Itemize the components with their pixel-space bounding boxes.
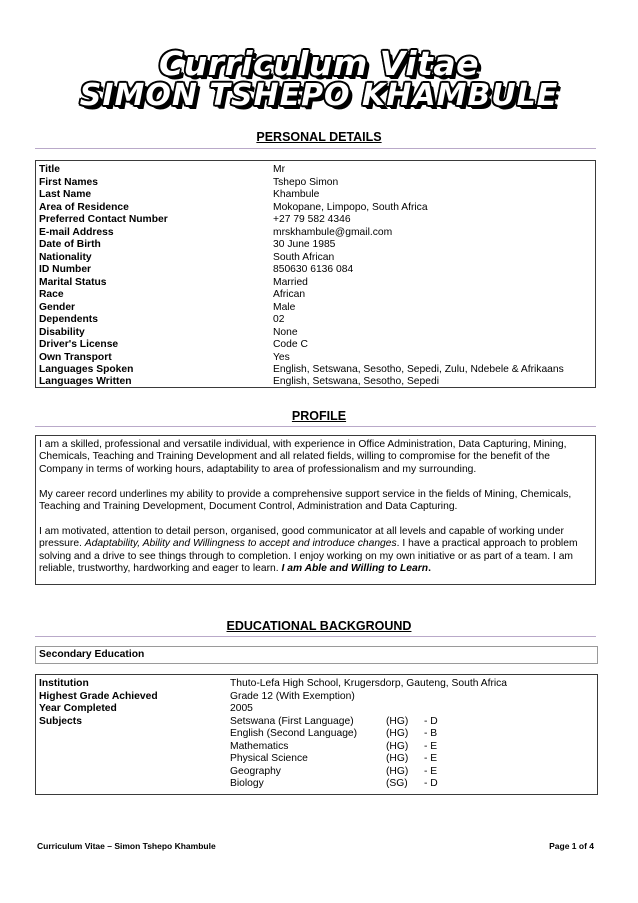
secondary-education-bar (35, 646, 598, 664)
subject-name: Biology (230, 778, 264, 789)
detail-value: Code C (273, 339, 308, 350)
subject-row (36, 728, 591, 740)
detail-label: ID Number (39, 264, 92, 275)
subject-grade: - D (424, 778, 438, 789)
profile-paragraph-1: I am a skilled, professional and versatile individual, with experience in Office Administration, Data Capturing, Mining, Chemicals, Teaching and Training Development and all related fields, willing to compromise for the benefit of the Company in terms of working hours, adaptability to area of professionalism and my surrounding. (39, 439, 567, 475)
subject-level: (HG) (386, 740, 409, 752)
detail-label: Nationality (39, 251, 92, 263)
subject-level: (HG) (386, 728, 409, 739)
subject-name: Setswana (First Language) (230, 715, 354, 727)
subject-grade: - B (424, 728, 438, 739)
subject-name: Mathematics (230, 740, 289, 752)
subject-name: English (Second Language) (230, 728, 358, 739)
cv-title: Curriculum Vitae (158, 44, 479, 83)
edu-value: Thuto-Lefa High School, Krugersdorp, Gauteng, South Africa (230, 678, 508, 689)
detail-value: +27 79 582 4346 (273, 214, 351, 225)
subject-row (36, 741, 591, 753)
detail-value: 02 (273, 314, 285, 325)
edu-row (36, 691, 591, 703)
subject-grade: - E (424, 740, 438, 752)
edu-row (36, 703, 591, 715)
detail-value: South African (273, 251, 335, 263)
subject-grade: - E (424, 765, 438, 777)
detail-label: Languages Written (39, 376, 132, 387)
personal-details-table (35, 160, 596, 388)
detail-value: Mr (273, 164, 286, 175)
edu-row (36, 678, 591, 690)
edu-value: 2005 (230, 703, 253, 714)
edu-row (36, 716, 591, 728)
footer-page-number: Page 1 of 4 (549, 841, 594, 851)
subject-row (36, 753, 591, 765)
detail-value: 30 June 1985 (273, 239, 336, 250)
profile-heading: PROFILE (291, 409, 347, 423)
edu-label: Highest Grade Achieved (39, 690, 158, 702)
subject-level: (HG) (386, 753, 409, 764)
secondary-education-label: Secondary Education (39, 649, 145, 660)
section-divider (35, 426, 596, 427)
subject-level: (HG) (386, 765, 409, 777)
detail-label: E-mail Address (39, 226, 114, 238)
profile-text: I am motivated, attention to detail person, organised, good communicator at all levels and capable of working under pressure. (39, 526, 564, 550)
detail-value: African (273, 289, 306, 300)
detail-value: English, Setswana, Sesotho, Sepedi, Zulu, Ndebele & Afrikaans (273, 364, 564, 375)
subject-grade: - E (424, 753, 438, 764)
education-table (35, 674, 598, 795)
detail-value: Tshepo Simon (273, 176, 339, 188)
subject-name: Physical Science (230, 753, 308, 764)
detail-label: Date of Birth (39, 239, 101, 250)
detail-label: Race (39, 289, 64, 300)
profile-emphasis: Adaptability, Ability and Willingness to accept and introduce changes (84, 538, 397, 550)
edu-label: Subjects (39, 715, 82, 727)
personal-details-heading: PERSONAL DETAILS (256, 130, 382, 144)
detail-label: Title (39, 164, 60, 175)
detail-label: Preferred Contact Number (39, 214, 168, 225)
detail-value: None (273, 326, 298, 338)
detail-value: Married (273, 276, 308, 288)
profile-paragraph-2: My career record underlines my ability to provide a comprehensive support service in the fields of Mining, Chemicals, Teaching and Training Development, Document Control, Administration and Data Capturing. (39, 489, 572, 513)
detail-label: Own Transport (39, 351, 112, 363)
subject-level: (SG) (386, 778, 408, 789)
subject-row (36, 778, 591, 790)
detail-value: Male (273, 301, 296, 313)
subject-grade: - D (424, 715, 438, 727)
detail-value: English, Setswana, Sesotho, Sepedi (273, 376, 440, 387)
detail-label: Area of Residence (39, 201, 129, 213)
subject-row (36, 766, 591, 778)
detail-label: Languages Spoken (39, 364, 134, 375)
detail-value: Yes (273, 351, 290, 363)
section-divider (35, 636, 596, 637)
profile-period: . (428, 563, 431, 575)
cv-name: SIMON TSHEPO KHAMBULE (79, 78, 559, 113)
subject-name: Geography (230, 765, 281, 777)
detail-label: First Names (39, 176, 98, 188)
profile-text: . I have a practical approach to problem solving and a drive to see things through to completion. I enjoy working on my own initiative or as part of a team. I am reliable, trustworthy, hardworking and eager to learn. (39, 538, 578, 575)
detail-value: Mokopane, Limpopo, South Africa (273, 201, 428, 213)
profile-box (35, 435, 596, 585)
profile-paragraph-3 (39, 526, 591, 576)
detail-label: Marital Status (39, 276, 107, 288)
profile-motto: I am Able and Willing to Learn (281, 563, 429, 575)
education-heading: EDUCATIONAL BACKGROUND (226, 619, 412, 633)
detail-label: Disability (39, 326, 85, 338)
section-divider (35, 148, 596, 149)
footer-document-title: Curriculum Vitae – Simon Tshepo Khambule (37, 841, 216, 851)
detail-value: 850630 6136 084 (273, 264, 354, 275)
detail-label: Gender (39, 301, 76, 313)
detail-label: Last Name (39, 189, 92, 200)
detail-label: Driver's License (39, 339, 119, 350)
edu-label: Year Completed (39, 703, 117, 714)
detail-label: Dependents (39, 314, 98, 325)
detail-value: mrskhambule@gmail.com (273, 226, 393, 238)
detail-value: Khambule (273, 189, 320, 200)
edu-label: Institution (39, 678, 89, 689)
subject-level: (HG) (386, 715, 409, 727)
edu-value: Grade 12 (With Exemption) (230, 690, 355, 702)
